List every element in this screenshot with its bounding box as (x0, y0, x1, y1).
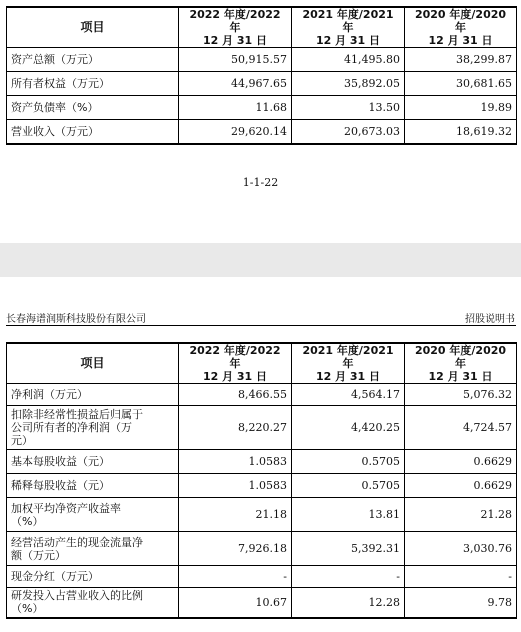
value-cell-2022: 44,967.65 (179, 72, 292, 96)
value-cell-2022: - (179, 566, 292, 588)
page-top (0, 0, 521, 243)
value-cell-2021: 4,564.17 (292, 384, 405, 406)
value-cell-2022: 10.67 (179, 588, 292, 618)
value-cell-2021: 0.5705 (292, 450, 405, 474)
financial-summary-table-top (6, 6, 517, 145)
row-label: 资产总额（万元） (7, 48, 179, 72)
header-year-2020-text: 2020 年度/2020 年 12 月 31 日 (414, 344, 507, 383)
row-label: 所有者权益（万元） (7, 72, 179, 96)
financial-summary-table-bottom (6, 342, 517, 619)
table-row (7, 498, 517, 532)
value-cell-2020: 9.78 (405, 588, 517, 618)
header-year-2022-text: 2022 年度/2022 年 12 月 31 日 (189, 8, 281, 47)
header-year-2022 (179, 343, 292, 384)
table-row (7, 72, 517, 96)
table-header-row (7, 343, 517, 384)
header-divider (6, 325, 516, 326)
header-year-2020-text: 2020 年度/2020 年 12 月 31 日 (414, 8, 507, 47)
page-bottom (0, 277, 521, 632)
value-cell-2022: 21.18 (179, 498, 292, 532)
header-year-2020 (405, 343, 517, 384)
value-cell-2021: 13.50 (292, 96, 405, 120)
row-label: 扣除非经常性损益后归属于 公司所有者的净利润（万 元） (7, 406, 179, 450)
row-label: 加权平均净资产收益率 （%） (7, 498, 179, 532)
value-cell-2020: 18,619.32 (405, 120, 517, 144)
row-label: 现金分红（万元） (7, 566, 179, 588)
value-cell-2020: 5,076.32 (405, 384, 517, 406)
table-row (7, 48, 517, 72)
value-cell-2021: 5,392.31 (292, 532, 405, 566)
row-label: 净利润（万元） (7, 384, 179, 406)
value-cell-2022: 50,915.57 (179, 48, 292, 72)
header-year-2020 (405, 7, 517, 48)
table-row (7, 566, 517, 588)
value-cell-2021: 12.28 (292, 588, 405, 618)
header-item: 项目 (7, 343, 179, 384)
header-year-2021 (292, 7, 405, 48)
page-gap (0, 243, 521, 277)
header-year-2021-text: 2021 年度/2021 年 12 月 31 日 (302, 344, 394, 383)
row-label: 稀释每股收益（元） (7, 474, 179, 498)
table-row (7, 450, 517, 474)
header-year-2022 (179, 7, 292, 48)
table-row (7, 532, 517, 566)
value-cell-2021: 35,892.05 (292, 72, 405, 96)
table-row (7, 120, 517, 144)
value-cell-2020: - (405, 566, 517, 588)
value-cell-2021: 0.5705 (292, 474, 405, 498)
value-cell-2020: 4,724.57 (405, 406, 517, 450)
value-cell-2021: 13.81 (292, 498, 405, 532)
row-label: 营业收入（万元） (7, 120, 179, 144)
value-cell-2020: 19.89 (405, 96, 517, 120)
header-year-2021-text: 2021 年度/2021 年 12 月 31 日 (302, 8, 394, 47)
value-cell-2022: 29,620.14 (179, 120, 292, 144)
table-header-row (7, 7, 517, 48)
value-cell-2022: 1.0583 (179, 450, 292, 474)
value-cell-2022: 11.68 (179, 96, 292, 120)
value-cell-2022: 8,466.55 (179, 384, 292, 406)
table-row (7, 96, 517, 120)
value-cell-2021: - (292, 566, 405, 588)
value-cell-2020: 38,299.87 (405, 48, 517, 72)
header-year-2022-text: 2022 年度/2022 年 12 月 31 日 (189, 344, 281, 383)
page-number: 1-1-22 (242, 176, 279, 189)
top-table-body (7, 48, 517, 144)
header-year-2021 (292, 343, 405, 384)
value-cell-2022: 8,220.27 (179, 406, 292, 450)
row-label: 基本每股收益（元） (7, 450, 179, 474)
row-label: 资产负债率（%） (7, 96, 179, 120)
value-cell-2020: 30,681.65 (405, 72, 517, 96)
value-cell-2022: 7,926.18 (179, 532, 292, 566)
header-item: 项目 (7, 7, 179, 48)
company-name: 长春海谱润斯科技股份有限公司 (6, 314, 146, 325)
table-row (7, 384, 517, 406)
value-cell-2021: 41,495.80 (292, 48, 405, 72)
document-type: 招股说明书 (465, 314, 515, 325)
bottom-table-body (7, 384, 517, 618)
value-cell-2020: 3,030.76 (405, 532, 517, 566)
row-label: 经营活动产生的现金流量净 额（万元） (7, 532, 179, 566)
value-cell-2020: 0.6629 (405, 474, 517, 498)
value-cell-2021: 4,420.25 (292, 406, 405, 450)
value-cell-2022: 1.0583 (179, 474, 292, 498)
value-cell-2020: 0.6629 (405, 450, 517, 474)
table-row (7, 588, 517, 618)
value-cell-2020: 21.28 (405, 498, 517, 532)
value-cell-2021: 20,673.03 (292, 120, 405, 144)
table-row (7, 406, 517, 450)
table-row (7, 474, 517, 498)
row-label: 研发投入占营业收入的比例 （%） (7, 588, 179, 618)
